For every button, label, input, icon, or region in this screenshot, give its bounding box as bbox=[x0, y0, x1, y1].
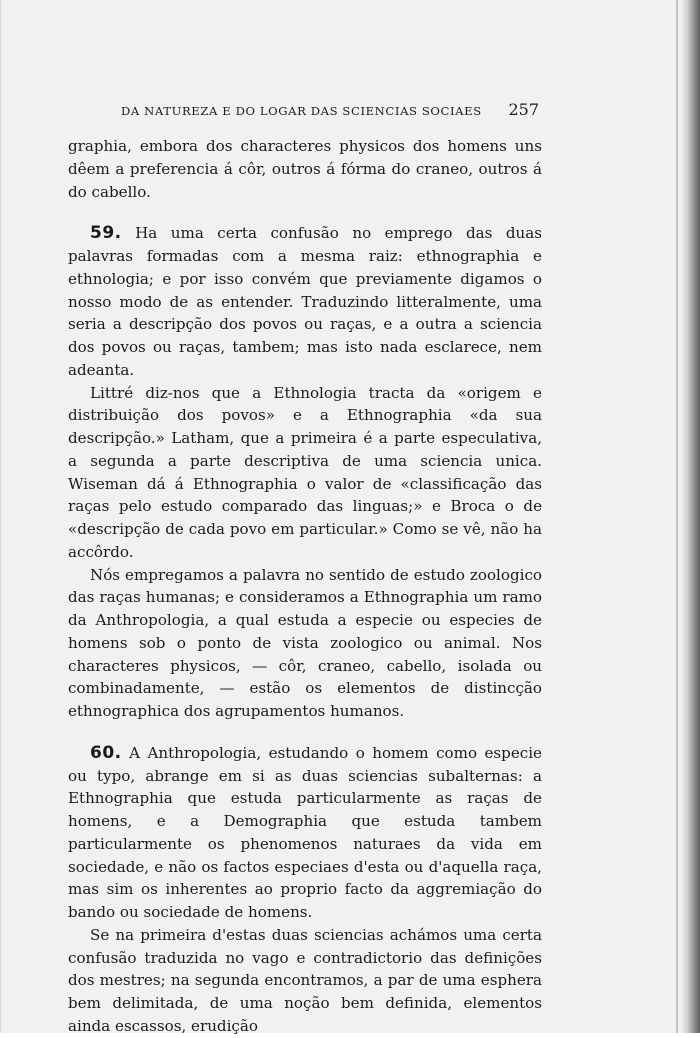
section-60-paragraph bbox=[68, 742, 542, 924]
paragraph-text: Nós empregamos a palavra no sentido de estudo zoologico das raças humanas; e consideramos a Ethnographia um ramo da Anthropologia, a qual estuda a especie ou especies de homens sob o ponto de vista zoologico ou animal. Nos characteres physicos, — côr, craneo, cabello, isolada ou combinadamente, — estão os elementos de distincção ethnographica dos agrupamentos humanos. bbox=[68, 565, 542, 720]
section-number: 60. bbox=[90, 742, 122, 763]
paragraph-text: A Anthropologia, estudando o homem como especie ou typo, abrange em si as duas sciencias subalternas: a Ethnographia que estuda particularmente as raças de homens, e a Demographia que estuda tambem particularmente os phenomenos naturaes da vida em sociedade, e não os factos especiaes d'esta ou d'aquella raça, mas sim os inherentes ao proprio facto da aggremiação do bando ou sociedade de homens. bbox=[68, 743, 542, 921]
body-text bbox=[68, 135, 542, 1038]
book-edge-shadow bbox=[682, 0, 700, 1033]
paragraph-littre bbox=[68, 382, 542, 564]
section-59-paragraph bbox=[68, 222, 542, 381]
page-edge-line bbox=[676, 0, 678, 1033]
section-number: 59. bbox=[90, 223, 122, 244]
paragraph-se-na-primeira bbox=[68, 924, 542, 1038]
paragraph-text: Se na primeira d'estas duas sciencias achámos uma certa confusão traduzida no vago e contradictorio das definições dos mestres; na segunda encontramos, a par de uma esphera bem delimitada, de uma noção bem definida, elementos ainda escassos, erudição bbox=[68, 925, 542, 1035]
paragraph-text: graphia, embora dos characteres physicos dos homens uns dêem a preferencia á côr, outros á fórma do craneo, outros á do cabello. bbox=[68, 137, 542, 201]
running-head: DA NATUREZA E DO LOGAR DAS SCIENCIAS SOCIAES bbox=[121, 104, 482, 118]
paragraph-text: Littré diz-nos que a Ethnologia tracta da «origem e distribuição dos povos» e a Ethnographia «da sua descripção.» Latham, que a primeira é a parte especulativa, a segunda a parte descriptiva de uma sciencia unica. Wiseman dá á Ethnographia o valor de «classificação das raças pelo estudo comparado das linguas;» e Broca o de «descripção de cada povo em particular.» Como se vê, não ha accôrdo. bbox=[68, 383, 542, 561]
paragraph-continuation bbox=[68, 135, 542, 203]
page-number: 257 bbox=[508, 100, 539, 119]
page-header bbox=[121, 100, 541, 122]
paragraph-nos-empregamos bbox=[68, 564, 542, 723]
paragraph-text: Ha uma certa confusão no emprego das duas palavras formadas com a mesma raiz: ethnographia e ethnologia; e por isso convém que previamente digamos o nosso modo de as entender. Traduzindo litteralmente, uma seria a descripção dos povos ou raças, e a outra a sciencia dos povos ou raças, tambem; mas isto nada esclarece, nem adeanta. bbox=[68, 224, 542, 379]
